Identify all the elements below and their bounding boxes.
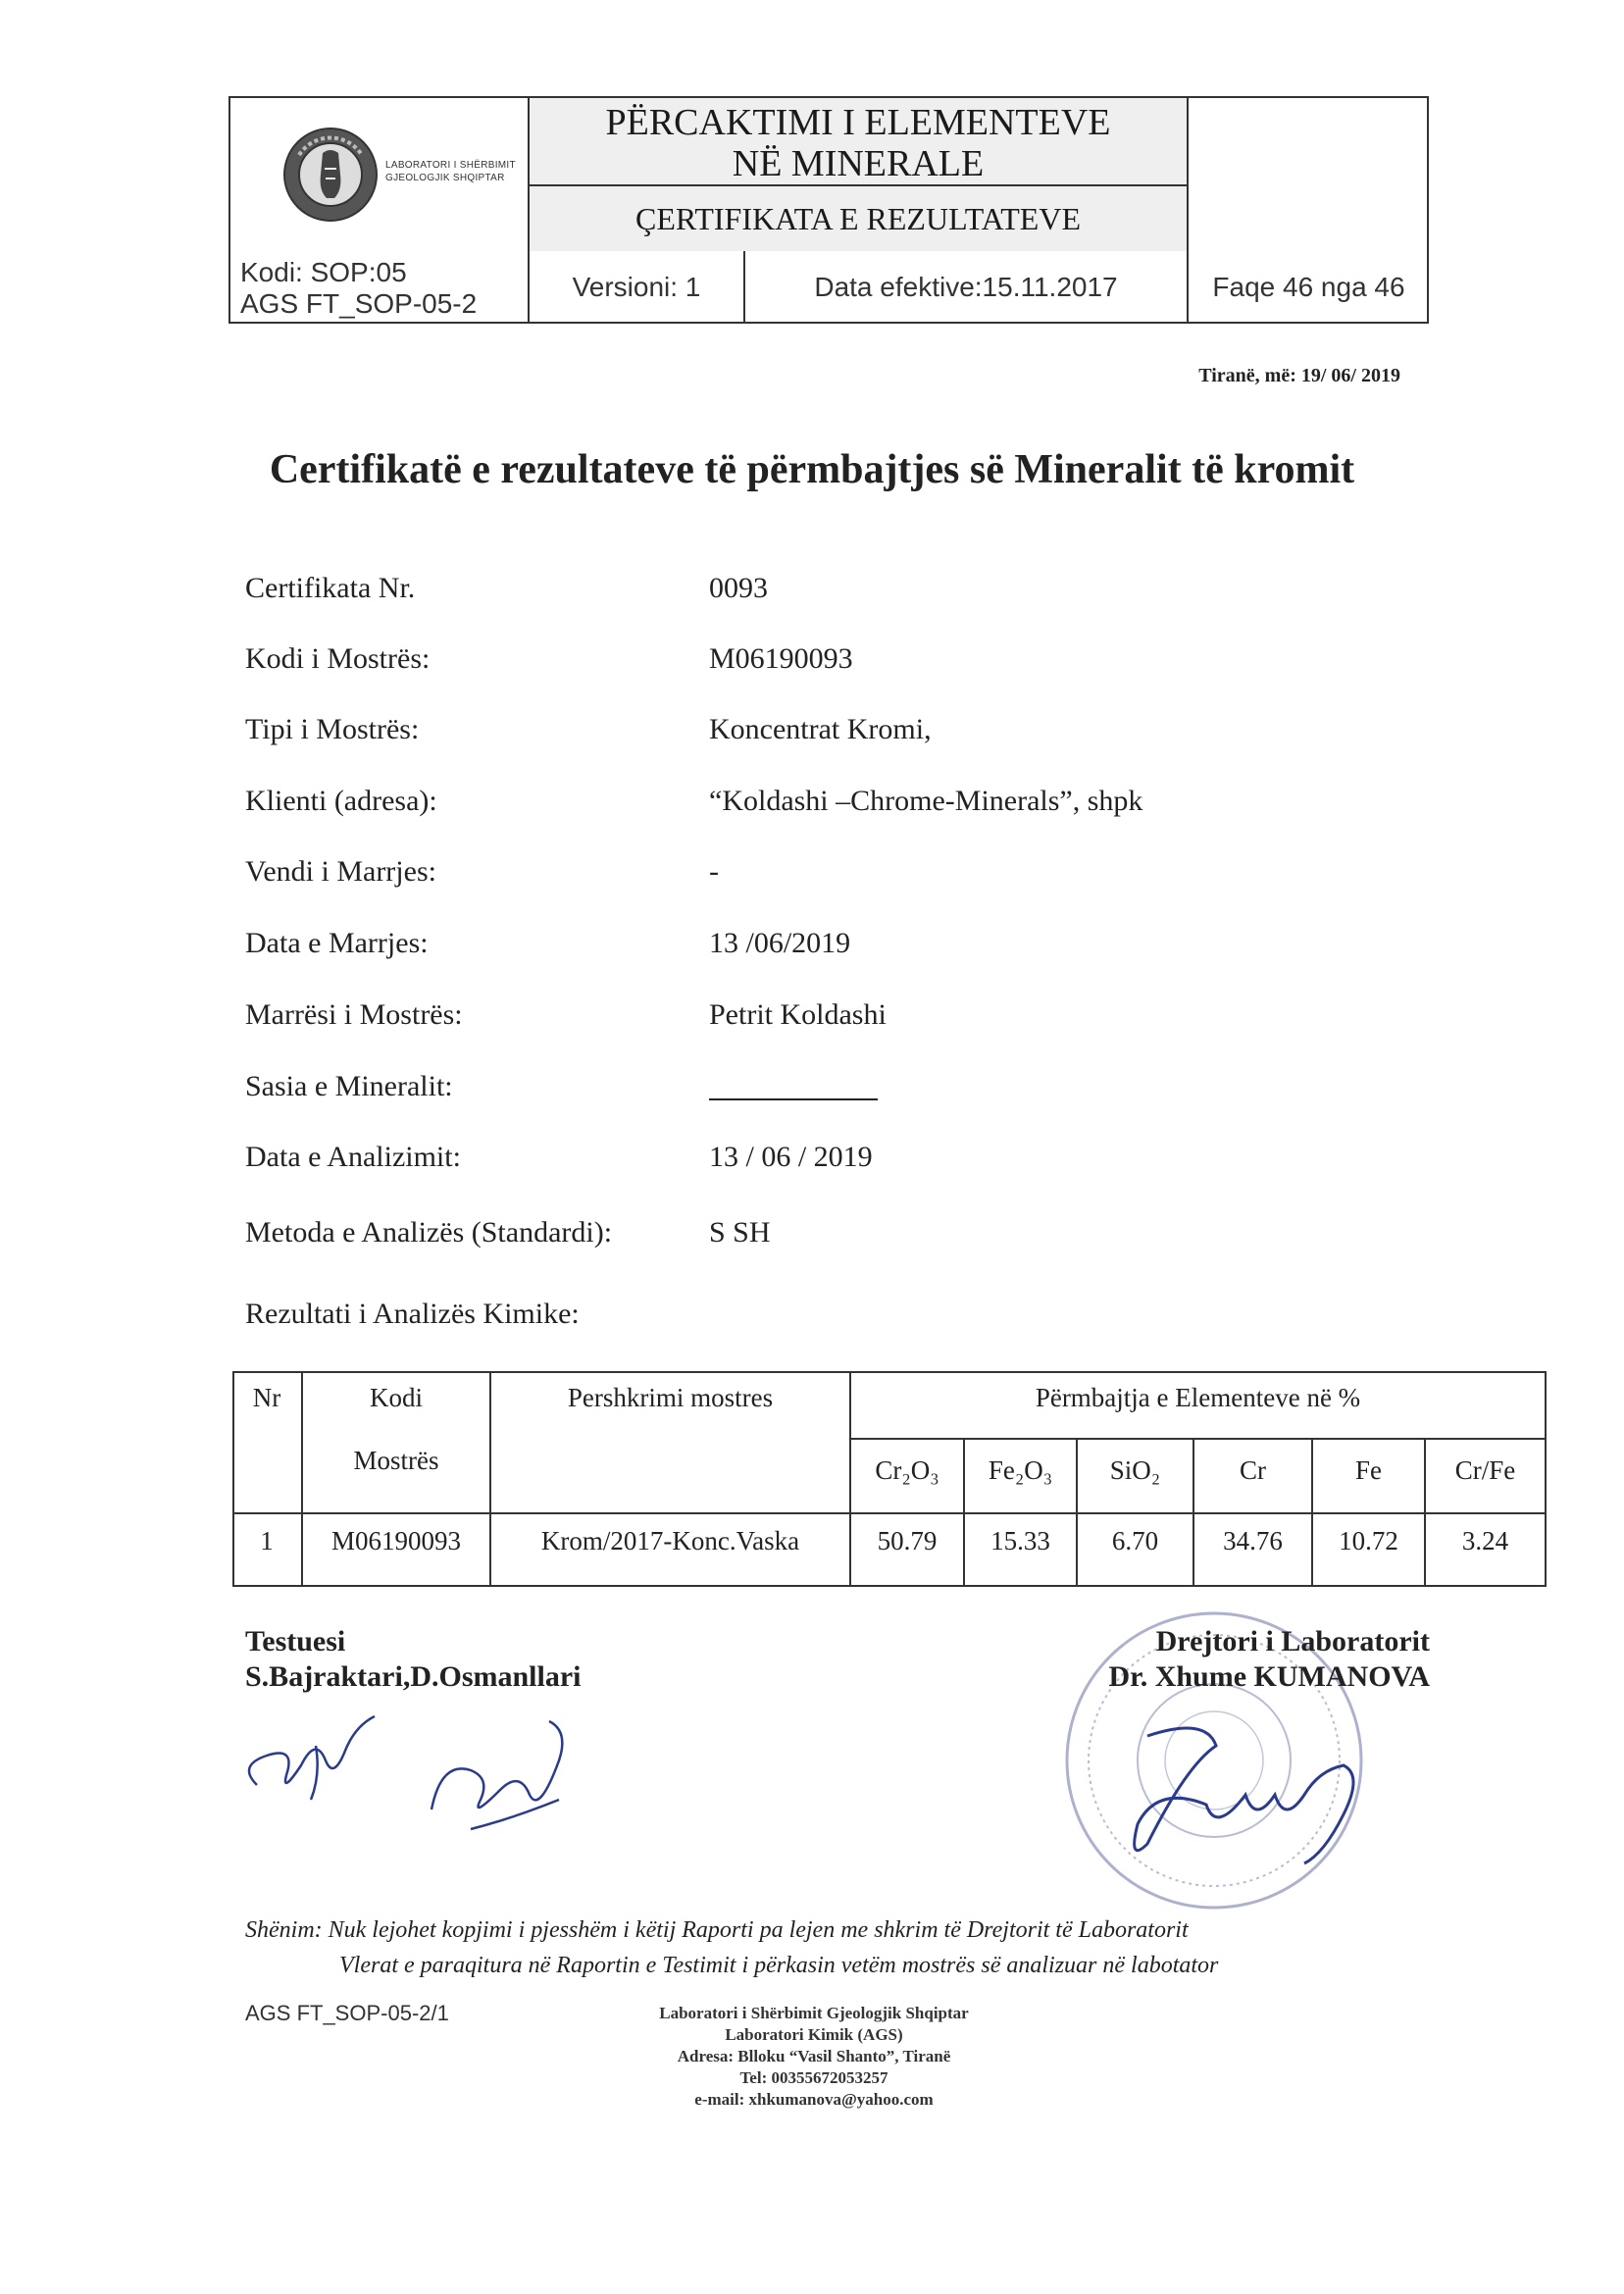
tester-block [245,1624,582,1695]
note-line1: Shënim: Nuk lejohet kopjimi i pjesshëm i këtij Raporti pa lejen me shkrim të Drejtorit të Laboratorit [245,1917,1189,1943]
footer-email: e-mail: xhkumanova@yahoo.com [694,2090,934,2109]
field-label: Tipi i Mostrës: [245,713,420,745]
footer-document-code: AGS FT_SOP-05-2/1 [245,2001,449,2025]
td-pershkrimi: Krom/2017-Konc.Vaska [540,1526,800,1555]
header-kodi [230,251,530,324]
header-title-line1: PËRCAKTIMI I ELEMENTEVE [605,102,1111,143]
td-kodi: M06190093 [330,1526,461,1555]
td-crfe: 3.24 [1461,1526,1509,1555]
header-blank-cell [1189,98,1429,251]
th-crfe: Cr/Fe [1454,1455,1516,1485]
field-label: Data e Analizimit: [245,1141,461,1173]
document-header [228,96,1429,324]
page-title: Certifikatë e rezultateve të përmbajtjes së Mineralit të kromit [269,447,1355,492]
field-label: Certifikata Nr. [245,572,416,604]
th-kodi: Kodi [370,1383,423,1412]
geological-survey-logo-icon [281,126,380,224]
table-header-separator [232,1512,1547,1514]
results-title: Rezultati i Analizës Kimike: [245,1298,580,1330]
th-fe: Fe [1355,1455,1382,1485]
kodi-line1: Kodi: SOP:05 [240,257,407,287]
tester-names: S.Bajraktari,D.Osmanllari [245,1660,582,1693]
header-version: Versioni: 1 [530,251,745,324]
td-nr: 1 [260,1526,274,1555]
blank-underline [709,1077,878,1100]
footer-address-line1: Laboratori i Shërbimit Gjeologjik Shqiptar [659,2004,969,2022]
field-label: Klienti (adresa): [245,785,437,817]
field-value: 0093 [709,572,768,604]
table-border-bottom [232,1585,1547,1587]
table-border-right [1545,1371,1547,1587]
document-date: Tiranë, më: 19/ 06/ 2019 [1198,365,1400,386]
footer-phone: Tel: 00355672053257 [739,2068,888,2087]
note-block [245,1912,1422,1983]
field-label: Vendi i Marrjes: [245,855,436,888]
th-pershkrimi: Pershkrimi mostres [567,1383,774,1412]
td-sio2: 6.70 [1111,1526,1159,1555]
field-value: Petrit Koldashi [709,998,887,1031]
lab-name [385,159,516,184]
td-cr2o3: 50.79 [877,1526,938,1555]
tester-signature-1-icon [228,1697,424,1814]
field-value: 13 / 06 / 2019 [709,1141,873,1173]
field-label: Data e Marrjes: [245,927,429,959]
header-title [530,100,1187,186]
field-value: Koncentrat Kromi, [709,713,932,745]
results-table [232,1371,1547,1587]
th-mostres: Mostrës [353,1446,439,1475]
field-value: - [709,855,719,888]
th-cr2o3: Cr₂O₃ [875,1455,939,1485]
lab-name-line1: LABORATORI I SHËRBIMIT [385,160,516,171]
table-border-top [232,1371,1547,1373]
note-line2: Vlerat e paraqitura në Raportin e Testimit i përkasin vetëm mostrës së analizuar në labotator [339,1953,1219,1978]
field-label: Sasia e Mineralit: [245,1070,453,1102]
td-fe: 10.72 [1339,1526,1398,1555]
td-cr: 34.76 [1223,1526,1283,1555]
lab-name-line2: GJEOLOGJIK SHQIPTAR [385,173,505,183]
header-page-number: Faqe 46 nga 46 [1212,272,1405,302]
director-block [1057,1624,1430,1695]
footer-address-line3: Adresa: Blloku “Vasil Shanto”, Tiranë [677,2047,951,2065]
field-value: “Koldashi –Chrome-Minerals”, shpk [709,785,1143,817]
th-nr: Nr [252,1383,281,1412]
header-meta-row [230,251,1427,324]
th-cr: Cr [1240,1455,1266,1485]
field-value-blank [709,1070,1396,1103]
field-value: 13 /06/2019 [709,927,851,959]
field-label: Marrësi i Mostrës: [245,998,463,1031]
field-label: Kodi i Mostrës: [245,642,431,675]
th-permbajtja: Përmbajtja e Elementeve në % [1035,1383,1361,1412]
field-value: M06190093 [709,642,853,675]
header-subtitle: ÇERTIFIKATA E REZULTATEVE [635,201,1081,236]
logo-cell [230,98,530,251]
kodi-line2: AGS FT_SOP-05-2 [240,288,478,319]
tester-title: Testuesi [245,1625,346,1657]
footer-address [549,2003,1079,2111]
table-subheader-line [849,1438,1547,1440]
th-sio2: SiO₂ [1109,1455,1161,1485]
td-fe2o3: 15.33 [990,1526,1050,1555]
field-label: Metoda e Analizës (Standardi): [245,1216,613,1249]
th-fe2o3: Fe₂O₃ [988,1455,1053,1485]
footer-address-line2: Laboratori Kimik (AGS) [725,2025,903,2044]
director-title: Drejtori i Laboratorit [1155,1625,1430,1657]
header-title-line2: NË MINERALE [732,143,985,184]
header-effective-date: Data efektive:15.11.2017 [745,251,1189,324]
field-value: S SH [709,1216,771,1249]
director-signature-icon [1089,1697,1383,1873]
header-title-cell [530,98,1189,251]
tester-signature-2-icon [412,1702,588,1849]
director-name: Dr. Xhume KUMANOVA [1108,1660,1430,1693]
